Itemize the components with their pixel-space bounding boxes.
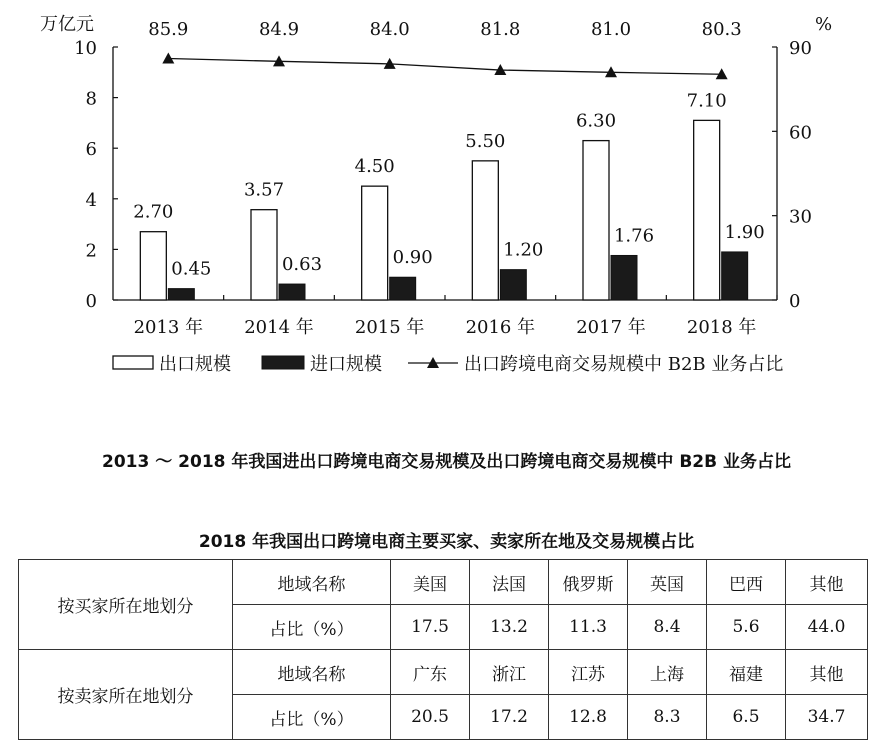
legend-label-b2b: 出口跨境电商交易规模中 B2B 业务占比 — [464, 354, 784, 375]
buyer-region-name: 美国 — [391, 560, 470, 605]
buyer-share-value: 5.6 — [707, 605, 786, 650]
seller-region-name: 江苏 — [549, 650, 628, 695]
buyer-share-value: 13.2 — [470, 605, 549, 650]
x-tick-label: 2015 年 — [354, 317, 425, 338]
seller-group-label: 按卖家所在地划分 — [19, 650, 233, 740]
import-bar — [168, 289, 194, 300]
y-tick-label-left: 8 — [85, 88, 97, 110]
buyer-share-value: 44.0 — [786, 605, 868, 650]
y-tick-label-left: 2 — [85, 240, 97, 262]
y-axis-unit-left: 万亿元 — [40, 14, 94, 35]
buyer-region-name: 巴西 — [707, 560, 786, 605]
buyer-share-value: 8.4 — [628, 605, 707, 650]
y-axis-unit-right: % — [815, 14, 833, 35]
b2b-share-data-label: 81.0 — [590, 19, 632, 40]
import-bar — [500, 270, 526, 300]
import-bar — [611, 255, 637, 300]
import-data-label: 0.45 — [171, 258, 212, 280]
b2b-share-data-label: 85.9 — [148, 19, 189, 40]
buyer-region-name: 法国 — [470, 560, 549, 605]
import-data-label: 1.76 — [613, 225, 655, 247]
seller-share-value: 34.7 — [786, 695, 868, 740]
import-data-label: 0.63 — [281, 254, 323, 276]
x-tick-label: 2016 年 — [465, 317, 536, 338]
region-share-table — [18, 559, 868, 740]
table-row — [19, 650, 868, 695]
y-tick-label-left: 6 — [85, 139, 97, 161]
seller-share-label: 占比（%） — [233, 695, 391, 740]
y-tick-label-right: 90 — [789, 38, 812, 59]
seller-region-name: 浙江 — [470, 650, 549, 695]
b2b-share-data-label: 84.0 — [369, 19, 410, 40]
y-tick-label-right: 60 — [789, 122, 812, 144]
seller-share-value: 12.8 — [549, 695, 628, 740]
export-data-label: 2.70 — [133, 201, 174, 223]
y-tick-label-left: 4 — [85, 189, 97, 211]
seller-region-label: 地域名称 — [233, 650, 391, 695]
seller-region-name: 福建 — [707, 650, 786, 695]
buyer-region-label: 地域名称 — [233, 560, 391, 605]
export-bar — [362, 186, 388, 300]
seller-share-value: 17.2 — [470, 695, 549, 740]
x-tick-label: 2018 年 — [686, 317, 757, 338]
chart-title: 2013 ～ 2018 年我国进出口跨境电商交易规模及出口跨境电商交易规模中 B2B 业务占比 — [102, 452, 791, 472]
y-tick-label-left: 10 — [74, 38, 97, 59]
chart-legend — [113, 354, 783, 375]
buyer-group-label: 按买家所在地划分 — [19, 560, 233, 650]
chart-line — [162, 53, 727, 80]
table-title: 2018 年我国出口跨境电商主要买家、卖家所在地及交易规模占比 — [198, 532, 695, 552]
legend-label-export: 出口规模 — [159, 354, 231, 375]
b2b-share-line — [168, 59, 721, 75]
table-row — [19, 560, 868, 605]
legend-swatch-import — [262, 356, 304, 369]
buyer-share-label: 占比（%） — [233, 605, 391, 650]
y-tick-label-right: 30 — [789, 206, 812, 228]
import-data-label: 1.20 — [503, 239, 544, 261]
export-bar — [140, 232, 166, 300]
y-tick-label-left: 0 — [85, 291, 97, 312]
export-data-label: 6.30 — [575, 110, 617, 132]
seller-share-value: 6.5 — [707, 695, 786, 740]
export-data-label: 7.10 — [686, 90, 727, 112]
import-bar — [279, 284, 305, 300]
legend-swatch-export — [113, 356, 153, 369]
chart-bars — [140, 120, 747, 300]
b2b-share-data-label: 80.3 — [701, 19, 742, 40]
export-bar — [583, 141, 609, 300]
b2b-share-data-label: 81.8 — [480, 19, 521, 40]
import-data-label: 1.90 — [724, 221, 765, 243]
buyer-region-name: 其他 — [786, 560, 868, 605]
seller-share-value: 8.3 — [628, 695, 707, 740]
buyer-share-value: 11.3 — [549, 605, 628, 650]
seller-region-name: 广东 — [391, 650, 470, 695]
seller-region-name: 其他 — [786, 650, 868, 695]
seller-region-name: 上海 — [628, 650, 707, 695]
export-bar — [251, 210, 277, 300]
export-bar — [694, 120, 720, 300]
seller-share-value: 20.5 — [391, 695, 470, 740]
chart-labels — [133, 19, 764, 280]
export-bar — [472, 161, 498, 300]
export-data-label: 3.57 — [243, 179, 285, 201]
import-data-label: 0.90 — [392, 247, 433, 269]
buyer-share-value: 17.5 — [391, 605, 470, 650]
export-data-label: 4.50 — [354, 156, 395, 178]
export-data-label: 5.50 — [465, 130, 506, 152]
b2b-share-data-label: 84.9 — [258, 19, 300, 40]
buyer-region-name: 俄罗斯 — [549, 560, 628, 605]
x-tick-label: 2013 年 — [133, 317, 204, 338]
import-bar — [722, 252, 748, 300]
legend-label-import: 进口规模 — [310, 354, 382, 375]
x-tick-label: 2014 年 — [244, 317, 314, 338]
x-tick-label: 2017 年 — [576, 317, 646, 338]
import-bar — [390, 277, 416, 300]
buyer-region-name: 英国 — [628, 560, 707, 605]
y-tick-label-right: 0 — [789, 291, 801, 312]
